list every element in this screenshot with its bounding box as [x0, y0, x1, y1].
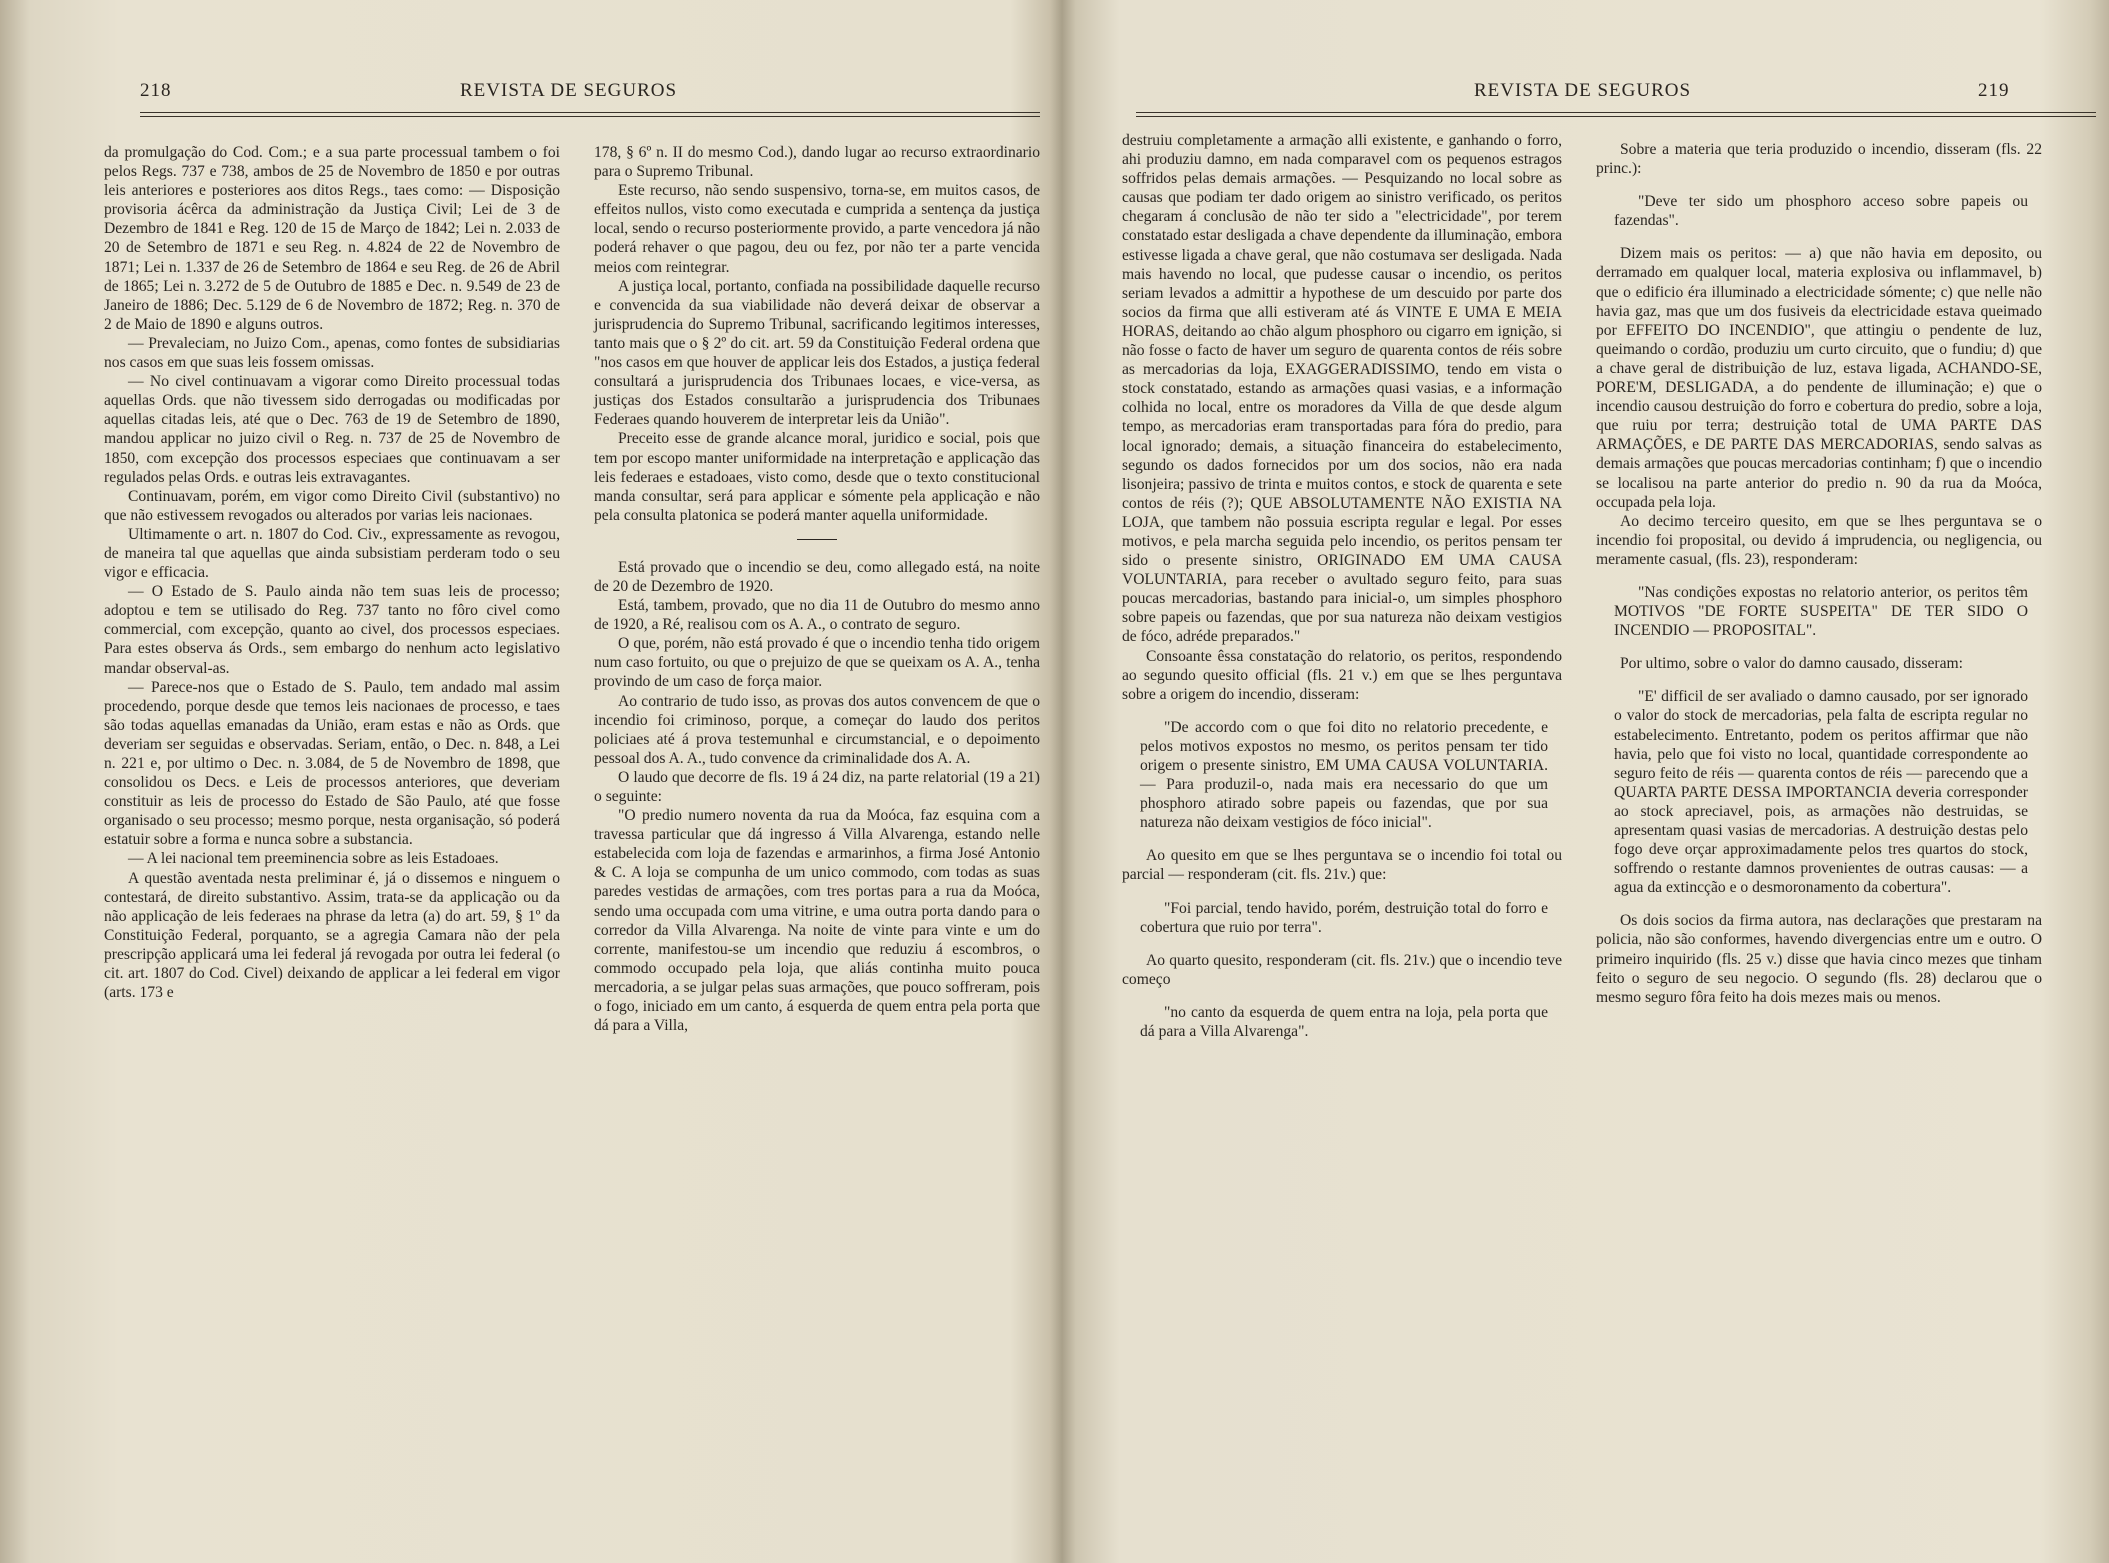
header-rule [140, 112, 1040, 117]
paragraph: Ao decimo terceiro quesito, em que se lhes perguntava se o incendio foi proposital, ou devido á imprudencia, ou negligencia, ou meramente casual, (fls. 23), responderam: [1596, 512, 2042, 568]
paragraph: Preceito esse de grande alcance moral, juridico e social, pois que tem por escopo manter uniformidade na interpretação e applicação das leis federaes e estadoaes, visto como, desde que o texto constitucional manda consultar, será para applicar e sómente pela applicação e não pela consulta platonica se poderá manter aquella uniformidade. [594, 430, 1040, 524]
paragraph: Este recurso, não sendo suspensivo, torna-se, em muitos casos, de effeitos nullos, visto como executada e cumprida a sentença da justiça local, sendo o recurso posteriormente provido, a parte vencedora já não poderá rehaver o que pagou, deu ou fez, por não ter a parte vencida meios com reintegrar. [594, 182, 1040, 276]
header-rule [1136, 112, 2096, 117]
paragraph: Ao quesito em que se lhes perguntava se o incendio foi total ou parcial — responderam (cit. fls. 21v.) que: [1122, 847, 1562, 884]
section-separator [797, 539, 837, 540]
running-header: REVISTA DE SEGUROS [460, 80, 678, 101]
quote-paragraph: "Deve ter sido um phosphoro acceso sobre papeis ou fazendas". [1614, 193, 2028, 230]
paragraph: Sobre a materia que teria produzido o incendio, disseram (fls. 22 princ.): [1596, 141, 2042, 178]
paragraph: Os dois socios da firma autora, nas declarações que prestaram na policia, não são conformes, havendo divergencias entre um e outro. O primeiro inquirido (fls. 25 v.) disse que havia cinco mezes que tinham feito o seguro de seu negocio. O segundo (fls. 28) declarou que o mesmo seguro fôra feito ha dois mezes mais ou menos. [1596, 912, 2042, 1006]
right-column-1 [1122, 131, 1562, 1041]
quote-paragraph: "De accordo com o que foi dito no relatorio precedente, e pelos motivos expostos no mesmo, os peritos pensam ter tido origem o presente sinistro, EM UMA CAUSA VOLUNTARIA. — Para produzil-o, nada mais era necessario do que um phosphoro atirado sobre papeis ou fazendas, que por sua natureza não deixam vestigios de fóco inicial". [1140, 718, 1548, 832]
paragraph: — No civel continuavam a vigorar como Direito processual todas aquellas Ords. que não tivessem sido derrogadas ou modificadas por aquellas citadas leis, até que o Dec. 763 de 19 de Setembro de 1890, mandou applicar no juizo civil o Reg. n. 737 de 25 de Novembro de 1850, com excepção dos processos especiaes que continuavam a ser regulados pelas Ords. e outras leis extravagantes. [104, 373, 560, 486]
paragraph: 178, § 6º n. II do mesmo Cod.), dando lugar ao recurso extraordinario para o Supremo Tribunal. [594, 144, 1040, 181]
paragraph: Consoante êssa constatação do relatorio, os peritos, respondendo ao segundo quesito official (fls. 21 v.) em que se lhes perguntava sobre a origem do incendio, disseram: [1122, 647, 1562, 703]
left-column-1 [104, 143, 560, 1002]
paragraph: O que, porém, não está provado é que o incendio tenha tido origem num caso fortuito, ou que o prejuizo de que se queixam os A. A., tenha provindo de um caso de força maior. [594, 635, 1040, 691]
paragraph: Está provado que o incendio se deu, como allegado está, na noite de 20 de Dezembro de 1920. [594, 558, 1040, 595]
paragraph: Ao quarto quesito, responderam (cit. fls. 21v.) que o incendio teve começo [1122, 951, 1562, 988]
quote-paragraph: "E' difficil de ser avaliado o damno causado, por ser ignorado o valor do stock de mercadorias, pela falta de escripta regular no estabelecimento. Entretanto, podem os peritos affirmar que não havia, pelo que foi visto no local, quantidade correspondente ao seguro feito de réis — quarenta contos de réis — parecendo que a QUARTA PARTE DESSA IMPORTANCIA deveria corresponder ao stock apreciavel, pois, as armações não destruidas, se apresentam quasi vasias de mercadorias. A destruição destas pelo fogo deve orçar approximadamente pelos tres quartos do stock, soffrendo o restante damnos provenientes de outras causas: — a agua da extincção e o desmoronamento da cobertura". [1614, 688, 2028, 897]
paragraph: — Prevaleciam, no Juizo Com., apenas, como fontes de subsidiarias nos casos em que suas leis fossem omissas. [104, 334, 560, 372]
right-page [1062, 0, 2109, 1563]
paragraph: O laudo que decorre de fls. 19 á 24 diz, na parte relatorial (19 a 21) o seguinte: [594, 768, 1040, 805]
page-number: 219 [1978, 80, 2010, 101]
quote-paragraph: "Foi parcial, tendo havido, porém, destruição total do forro e cobertura que ruio por terra". [1140, 899, 1548, 936]
paragraph: — O Estado de S. Paulo ainda não tem suas leis de processo; adoptou e tem se utilisado do Reg. 737 tanto no fôro civel como commercial, com excepção, quanto ao civel, dos processos especiaes. Para estes observa ás Ords., sem embargo do nenhum acto legislativo mandar observal-as. [104, 583, 560, 677]
paragraph: Ultimamente o art. n. 1807 do Cod. Civ., expressamente as revogou, de maneira tal que aquellas que ainda subsistiam perderam todo o seu vigor e efficacia. [104, 525, 560, 582]
paragraph: — A lei nacional tem preeminencia sobre as leis Estadoaes. [128, 850, 499, 868]
paragraph: Por ultimo, sobre o valor do damno causado, disseram: [1620, 655, 1964, 673]
quote-paragraph: "no canto da esquerda de quem entra na loja, pela porta que dá para a Villa Alvarenga". [1140, 1003, 1548, 1041]
right-column-2 [1596, 140, 2042, 1007]
paragraph: Ao contrario de tudo isso, as provas dos autos convencem de que o incendio foi criminoso, porque, a começar do laudo dos peritos policiaes até á prova testemunhal e circumstancial, e o depoimento pessoal dos A. A., tudo convence da criminalidade dos A. A. [594, 692, 1040, 767]
left-column-2 [594, 143, 1040, 1035]
paragraph: Está, tambem, provado, que no dia 11 de Outubro do mesmo anno de 1920, a Ré, realisou com os A. A., o contrato de seguro. [594, 597, 1040, 634]
running-header: REVISTA DE SEGUROS [1474, 80, 1692, 101]
page-number: 218 [140, 80, 172, 101]
paragraph: da promulgação do Cod. Com.; e a sua parte processual tambem o foi pelos Regs. 737 e 738, ambos de 25 de Novembro de 1850 e por outras leis anteriores e posteriores aos ditos Regs., taes como: — Disposição provisoria ácêrca da administração da Justiça Civil; Lei de 3 de Dezembro de 1841 e Reg. 120 de 15 de Março de 1842; Lei n. 2.033 de 20 de Setembro de 1871 e seu Reg. n. 4.824 de 22 de Novembro de 1871; Lei n. 1.337 de 26 de Setembro de 1864 e seu Reg. de 26 de Abril de 1865; Lei n. 3.272 de 5 de Outubro de 1885 e Dec. n. 9.549 de 23 de Janeiro de 1886; Dec. 5.129 de 6 de Novembro de 1872; Reg. n. 370 de 2 de Maio de 1890 e alguns outros. [104, 144, 560, 333]
paragraph: "O predio numero noventa da rua da Moóca, faz esquina com a travessa particular que dá ingresso á Villa Alvarenga, estando nelle estabelecida com loja de fazendas e armarinhos, a firma José Antonio & C. A loja se compunha de um unico commodo, com todas as suas paredes vestidas de armações, com tres portas para a rua da Moóca, sendo uma occupada com uma vitrine, e uma outra porta dando para o corredor da Villa Alvarenga. Na noite de vinte para vinte e um do corrente, manifestou-se um incendio que reduziu á escombros, o commodo occupado pela loja, que aliás continha muito pouca mercadoria, a se julgar pelas suas armações, que pouco soffreram, pois o fogo, iniciado em um canto, á esquerda de quem entra pela porta que dá para a Villa, [594, 807, 1040, 1035]
paragraph: destruiu completamente a armação alli existente, e ganhando o forro, ahi produziu damno, em nada comparavel com os pequenos estragos soffridos pelas demais armações. — Pesquizando no local sobre as causas que podiam ter dado origem ao sinistro verificado, os peritos chegaram á conclusão de não ter sido a "electricidade", por terem constatado estar desligada a chave dependente da illuminação, embora estivesse ligada a chave geral, que não costumava ser desligada. Nada mais havendo no local, que pudesse causar o incendio, os peritos seriam levados a admittir a hypothese de um descuido por parte dos socios da firma que alli estiveram até ás VINTE E UMA E MEIA HORAS, deitando ao chão algum phosphoro ou cigarro em ignição, si não fosse o facto de haver um seguro de quarenta contos de réis sobre as mercadorias da loja, EXAGGERADISSIMO, tendo em vista o stock constatado, estando as armações quasi vasias, e a informação colhida no local, entre os moradores da Villa de que desde algum tempo, as mercadorias eram transportadas para fóra do predio, para local ignorado; demais, a situação financeira do estabelecimento, segundo os dados fornecidos por um dos socios, não era nada lisonjeira; passivo de trinta e muitos contos, e stock de quarenta e sete contos de réis (?); QUE ABSOLUTAMENTE NÃO EXISTIA NA LOJA, que tambem não possuia escripta regular e legal. Por esses motivos, e pela marcha seguida pelo incendio, os peritos pensam ter sido o presente sinistro, ORIGINADO EM UMA CAUSA VOLUNTARIA, para receber o avultado seguro feito, para suas poucas mercadorias, bastando para inicial-o, um simples phosphoro sobre papeis ou fazendas, que por sua natureza não deixam vestigios de fóco, adréde preparados." [1122, 132, 1562, 646]
paragraph: — Parece-nos que o Estado de S. Paulo, tem andado mal assim procedendo, porque desde que temos leis nacionaes de processo, e taes são todas aquellas emanadas da União, eram estas e não as Ords. que deveriam ser seguidas e observadas. Seriam, então, o Dec. n. 848, a Lei n. 221 e, por ultimo o Dec. n. 3.084, de 5 de Novembro de 1898, que consolidou os Decs. e Leis de processos anteriores, que deveriam constituir as leis de processo do Estado de São Paulo, até que fosse organisado o seu processo; mesmo porque, nesta organisação, só poderá estatuir sobre a forma e nunca sobre a substancia. [104, 678, 560, 849]
paragraph: Continuavam, porém, em vigor como Direito Civil (substantivo) no que não estivessem revogados ou alterados por varias leis nacionaes. [104, 487, 560, 524]
paragraph: A justiça local, portanto, confiada na possibilidade daquelle recurso e convencida da sua viabilidade não deverá deixar de observar a jurisprudencia do Supremo Tribunal, sacrificando legitimos interesses, tanto mais que o § 2º do cit. art. 59 da Constituição Federal ordena que "nos casos em que houver de applicar leis dos Estados, a justiça federal consultará a jurisprudencia dos Tribunaes locaes, e vice-versa, as justiças dos Estados consultarão a jurisprudencia dos Tribunaes Federaes quando houverem de interpretar leis da União". [594, 277, 1040, 429]
paragraph: A questão aventada nesta preliminar é, já o dissemos e ninguem o contestará, de direito substantivo. Assim, trata-se da applicação ou da não applicação de leis federaes na phrase da letra (a) do art. 59, § 1º da Constituição Federal, porquanto, se a agregia Camara não der pela prescripção applicará uma lei federal já revogada por outra lei federal (o cit. art. 1807 do Cod. Civel) deixando de applicar a lei federal em vigor (arts. 173 e [104, 869, 560, 1002]
quote-paragraph: "Nas condições expostas no relatorio anterior, os peritos têm MOTIVOS "DE FORTE SUSPEITA" DE TER SIDO O INCENDIO — PROPOSITAL". [1614, 583, 2028, 640]
paragraph: Dizem mais os peritos: — a) que não havia em deposito, ou derramado em qualquer local, materia explosiva ou inflammavel, b) que o edificio éra illuminado a electricidade sómente; c) que nelle não havia gaz, mas que um dos fusiveis da electricidade estava queimado por EFFEITO DO INCENDIO", que attingiu o pendente de luz, queimando o cordão, produziu um curto circuito, que o fundiu; d) que a chave geral de distribuição de luz, estava ligada, ACHANDO-SE, PORE'M, DESLIGADA, a do pendente de illuminação; e) que o incendio causou destruição do forro e cobertura do predio, sobre a loja, que ruiu por terra; destruição total de UMA PARTE DAS ARMAÇÕES, e DE PARTE DAS MERCADORIAS, sendo salvas as demais armações que poucas mercadorias continham; f) que o incendio se localisou na parte anterior do predio n. 90 da rua da Moóca, occupada pela loja. [1596, 245, 2042, 511]
